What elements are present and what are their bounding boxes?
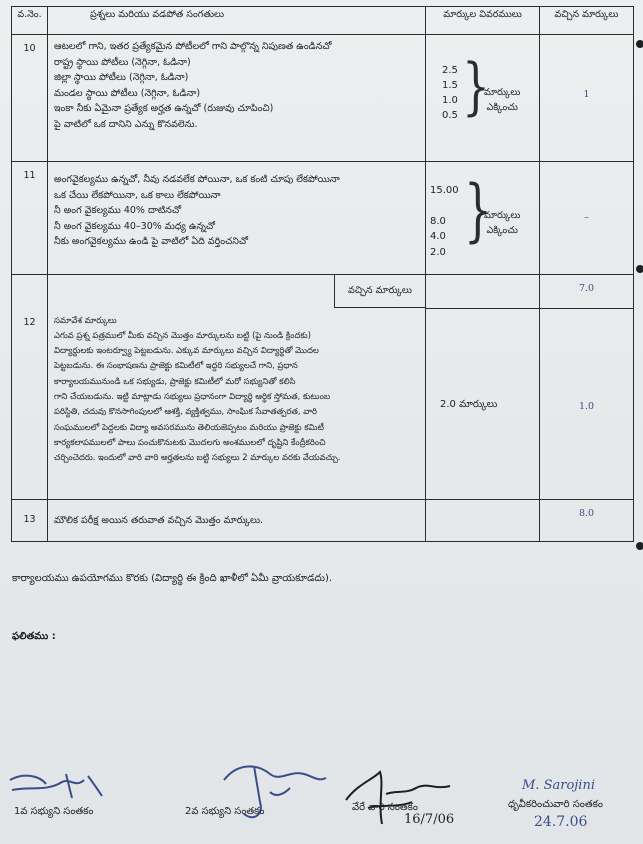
question-line: రాష్ట్ర స్థాయి పోటీలు (నెగ్గినా, ఓడినా) xyxy=(54,56,191,68)
subtotal-value-text: 7.0 xyxy=(578,283,595,294)
question-line: చర్చించెదరు. ఇందులో వారి వారి అర్హతలను బట్టి సభ్యులు 2 మార్కుల వరకు వేయవచ్చు. xyxy=(54,452,341,463)
verifier-date: 24.7.06 xyxy=(534,814,588,830)
marks-value: 2.5 xyxy=(442,65,458,76)
header-question: ప్రశ్నలు మరియు వడపోత సంగతులు xyxy=(48,7,426,35)
marks-values xyxy=(442,63,458,123)
marks-value: 1.0 xyxy=(442,95,458,106)
member1-signature-label: 1వ సభ్యుని సంతకం xyxy=(14,806,94,817)
member3-date: 16/7/06 xyxy=(404,812,455,827)
brace-label-line: మార్కులు xyxy=(484,210,521,221)
marks-detail-cell xyxy=(426,35,540,162)
marks-value: 2.0 xyxy=(430,246,446,258)
signature-member1 xyxy=(6,766,106,806)
table-header xyxy=(12,7,634,35)
question-text xyxy=(48,500,426,542)
question-line: సంఘములలో పెద్దలకు విద్యా అవసరమును తెలియజెప్పటం మరియు ప్రాజెక్టు కమిటీ xyxy=(54,421,325,432)
question-text xyxy=(48,309,426,500)
marks-obtained xyxy=(540,500,634,542)
marks-detail-cell xyxy=(426,309,540,500)
marks-values xyxy=(430,183,459,260)
question-text xyxy=(48,35,426,162)
question-line: కార్యకలాపములలో పాలు పంచుకొనుటకు మొదలగు అంశములలో దృష్టిని కేంద్రీకరించి xyxy=(54,436,326,447)
marks-value: 0.5 xyxy=(442,110,458,121)
subtotal-value xyxy=(540,275,634,309)
subtotal-empty-cell xyxy=(426,275,540,309)
question-line: ఒక చేయి లేకపోయినా, ఒక కాలు లేకపోయినా xyxy=(54,189,221,201)
question-line: పై వాటిలో ఒక దానిని ఎన్ను కొనవలెను. xyxy=(54,118,198,130)
marks-obtained xyxy=(540,162,634,275)
question-line: జిల్లా స్థాయి పోటీలు (నెగ్గినా, ఓడినా) xyxy=(54,72,189,83)
result-label: ఫలితము : xyxy=(12,631,56,642)
header-marks-obtained: వచ్చిన మార్కులు xyxy=(540,7,634,35)
office-use-note: కార్యాలయము ఉపయోగము కొరకు (విద్యార్థి ఈ క్రింది ఖాళీలో ఏమీ వ్రాయకూడదు). xyxy=(12,573,333,584)
question-line: నీ అంగ వైకల్యము 40% దాటినచో xyxy=(54,205,181,216)
curly-brace-icon: } xyxy=(462,51,490,123)
punch-hole-mark xyxy=(636,40,643,48)
row-number: 11 xyxy=(12,162,48,275)
brace-label-line: మార్కులు xyxy=(484,87,521,98)
brace-label xyxy=(484,85,520,115)
subtotal-label-cell xyxy=(48,275,426,309)
subtotal-row xyxy=(12,275,634,309)
question-line: గాని చేయబడును. ఇట్టి మాట్లాడు సభ్యులు ప్రధానంగా విద్యార్థి ఆర్థిక స్తోమత, కుటుంబ xyxy=(54,390,331,401)
row-number: 12 xyxy=(12,275,48,500)
marks-detail-text: 2.0 మార్కులు xyxy=(440,399,498,410)
question-line: విద్యార్థులకు ఇంటర్వ్యూ పెట్టబడును. ఎక్కువ మార్కులు వచ్చిన విద్యార్థితో మొదల xyxy=(54,345,319,356)
marks-obtained xyxy=(540,35,634,162)
question-line: పెట్టబడును. ఈ సంభాషణను ప్రాజెక్టు కమిటీలో ఇద్దరి సభ్యులచే గాని, ప్రధాన xyxy=(54,360,298,371)
table-row xyxy=(12,309,634,500)
header-marks-detail: మార్కుల వివరములు xyxy=(426,7,540,35)
table-row xyxy=(12,162,634,275)
verifier-signature-label: ధృవీకరించువారి సంతకం xyxy=(508,799,603,810)
subtotal-label: వచ్చిన మార్కులు xyxy=(334,275,425,308)
marks-value: 1.5 xyxy=(442,80,458,91)
brace-label xyxy=(484,208,520,238)
question-line: నీకు అంగవైకల్యము ఉండి పై వాటిలో ఏది వర్తించనిచో xyxy=(54,236,249,247)
marks-obtained-value: 8.0 xyxy=(578,508,595,519)
verifier-name: M. Sarojini xyxy=(522,778,595,793)
question-line: మండల స్థాయి పోటీలు (నెగ్గినా, ఓడినా) xyxy=(54,87,201,99)
member3-signature-label: వేరే వారి సంతకం xyxy=(352,802,418,813)
marks-obtained xyxy=(540,309,634,500)
row-number: 13 xyxy=(12,500,48,542)
marks-value: 15.00 xyxy=(430,185,459,196)
marks-obtained-value: – xyxy=(584,212,589,223)
question-line: ఇంకా నీకు ఏమైనా ప్రత్యేక అర్హత ఉన్నచో (రుజువు చూపించి) xyxy=(54,103,274,114)
question-line: ఎగువ ప్రశ్న పత్రములో మీకు వచ్చిన మొత్తం మార్కులను బట్టి (పై నుండి క్రిందకు) xyxy=(54,329,311,340)
question-text xyxy=(48,162,426,275)
signature-member2 xyxy=(214,752,334,832)
question-line: నీ అంగ వైకల్యము 40–30% మధ్య ఉన్నచో xyxy=(54,220,216,232)
question-title: సమావేశ మార్కులు xyxy=(54,314,117,325)
member2-signature-label: 2వ సభ్యుని సంతకం xyxy=(185,806,265,817)
marks-detail-cell xyxy=(426,500,540,542)
row-number: 10 xyxy=(12,35,48,162)
punch-hole-mark xyxy=(636,542,643,550)
marks-detail-cell xyxy=(426,162,540,275)
question-line: అంగవైకల్యము ఉన్నచో, నీవు నడవలేక పోయినా, ఒక కంటి చూపు లేకపోయినా xyxy=(54,174,340,185)
table-row xyxy=(12,500,634,542)
marks-value: 4.0 xyxy=(430,231,446,242)
marks-table xyxy=(11,6,634,542)
header-serial-number: వ.నెం. xyxy=(12,7,48,35)
question-line: ఆటలలో గాని, ఇతర ప్రత్యేకమైన పోటీలలో గాని పాల్గొన్న నిపుణత ఉండినచో xyxy=(54,41,332,52)
punch-hole-mark xyxy=(636,265,643,273)
marks-obtained-value: 1 xyxy=(583,89,590,100)
question-line: పరిస్థితి, చదువు కొనసాగింపులలో ఆశక్తి, వ్యక్తిత్వము, సాంఘిక సేవాతత్పరత, వారి xyxy=(54,406,317,417)
brace-label-line: ఎక్కించు xyxy=(486,225,518,236)
question-line: కార్యాలయమునుండి ఒక సభ్యుడు, ప్రాజెక్టు కమిటీలో మరో సభ్యునితో కలిసి xyxy=(54,375,296,386)
brace-label-line: ఎక్కించు xyxy=(486,102,518,113)
marks-value: 8.0 xyxy=(430,215,446,227)
table-row xyxy=(12,35,634,162)
marks-obtained-value: 1.0 xyxy=(578,401,595,412)
question-line: మౌలిక పరీక్ష అయిన తరువాత వచ్చిన మొత్తం మార్కులు. xyxy=(54,515,264,526)
curly-brace-icon: } xyxy=(464,171,492,251)
